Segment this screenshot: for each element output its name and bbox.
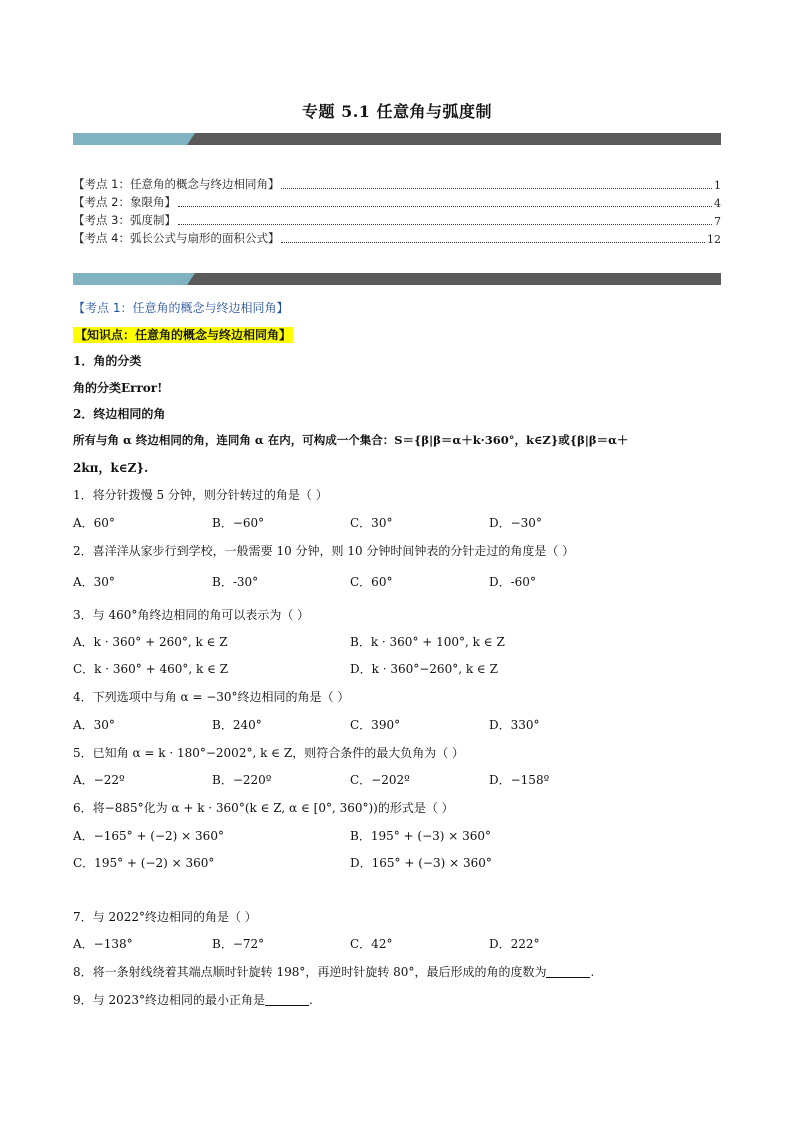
- option-c[interactable]: C．42°: [350, 937, 393, 951]
- toc-leader-dots: [281, 188, 712, 189]
- toc-item-label: 【考点 3：弧度制】: [73, 213, 176, 227]
- option-c[interactable]: C．60°: [350, 575, 393, 589]
- toc-item-page: 12: [707, 233, 721, 246]
- question-stem: 7．与 2022°终边相同的角是（ ）: [73, 910, 257, 924]
- page-title: 专题 5.1 任意角与弧度制: [302, 102, 492, 121]
- option-a[interactable]: A．30°: [73, 575, 115, 589]
- question-stem: 1．将分针拨慢 5 分钟，则分针转过的角是（ ）: [73, 488, 328, 502]
- option-c[interactable]: C．−202º: [350, 773, 410, 787]
- question-stem-fill-blank: [73, 963, 594, 980]
- toc-item[interactable]: [73, 194, 721, 210]
- question-text: 8．将一条射线绕着其端点顺时针旋转 198°，再逆时针旋转 80°，最后形成的角的度数为: [73, 965, 547, 979]
- toc-leader-dots: [178, 206, 712, 207]
- option-b[interactable]: B．240°: [212, 718, 262, 732]
- option-a[interactable]: A．k · 360° + 260°, k ∈ Z: [73, 635, 228, 649]
- question-end: .: [309, 993, 313, 1007]
- k2-text: 所有与角 α 终边相同的角，连同角 α 在内，可构成一个集合：S＝{β|β＝α＋k·360°，k∈Z}或{β|β＝α＋: [73, 433, 629, 447]
- knowledge-point-label-row: [73, 326, 293, 343]
- knowledge-point-label: 【知识点：任意角的概念与终边相同角】: [75, 328, 292, 342]
- option-d[interactable]: D．−30°: [489, 516, 542, 530]
- option-d[interactable]: D．−158º: [489, 773, 550, 787]
- question-stem-fill-blank: [73, 991, 313, 1008]
- question-stem: 3．与 460°角终边相同的角可以表示为（ ）: [73, 608, 310, 622]
- toc-item-page: 4: [714, 197, 721, 210]
- option-a[interactable]: A．60°: [73, 516, 115, 530]
- option-a[interactable]: A．30°: [73, 718, 115, 732]
- option-a[interactable]: A．−138°: [73, 937, 133, 951]
- option-c[interactable]: C．195° + (−2) × 360°: [73, 856, 215, 870]
- toc-item-label: 【考点 4：弧长公式与扇形的面积公式】: [73, 231, 280, 245]
- option-d[interactable]: D．222°: [489, 937, 540, 951]
- option-b[interactable]: B．−72°: [212, 937, 265, 951]
- option-c[interactable]: C．30°: [350, 516, 393, 530]
- answer-blank[interactable]: [265, 994, 309, 1006]
- toc-item[interactable]: [73, 230, 721, 246]
- question-stem: 4．下列选项中与角 α = −30°终边相同的角是（ ）: [73, 690, 350, 704]
- question-stem: 6．将−885°化为 α + k · 360°(k ∈ Z, α ∈ [0°, 360°))的形式是（ ）: [73, 801, 454, 815]
- option-d[interactable]: D．165° + (−3) × 360°: [350, 856, 492, 870]
- answer-blank[interactable]: [546, 966, 590, 978]
- k1-text: 角的分类Error!: [73, 381, 163, 395]
- option-b[interactable]: B．−220º: [212, 773, 272, 787]
- toc-item[interactable]: [73, 212, 721, 228]
- option-b[interactable]: B．195° + (−3) × 360°: [350, 829, 492, 843]
- section-divider-band: [73, 273, 721, 285]
- k2-text-cont: 2kπ，k∈Z}.: [73, 461, 149, 475]
- toc-item[interactable]: [73, 176, 721, 192]
- option-c[interactable]: C．k · 360° + 460°, k ∈ Z: [73, 662, 229, 676]
- option-a[interactable]: A．−22º: [73, 773, 125, 787]
- option-b[interactable]: B．-30°: [212, 575, 259, 589]
- toc-item-label: 【考点 2：象限角】: [73, 195, 176, 209]
- toc-item-label: 【考点 1：任意角的概念与终边相同角】: [73, 177, 280, 191]
- toc-leader-dots: [178, 224, 712, 225]
- section-heading: 【考点 1：任意角的概念与终边相同角】: [73, 301, 289, 315]
- title-divider-band: [73, 133, 721, 145]
- k2-heading: 2．终边相同的角: [73, 407, 166, 421]
- toc-leader-dots: [281, 242, 705, 243]
- toc-item-page: 7: [714, 215, 721, 228]
- option-c[interactable]: C．390°: [350, 718, 401, 732]
- question-text: 9．与 2023°终边相同的最小正角是: [73, 993, 265, 1007]
- option-b[interactable]: B．−60°: [212, 516, 265, 530]
- question-stem: 2．喜洋洋从家步行到学校，一般需要 10 分钟，则 10 分钟时间钟表的分针走过的角度是（ ）: [73, 544, 575, 558]
- k1-heading: 1．角的分类: [73, 354, 142, 368]
- option-d[interactable]: D．330°: [489, 718, 540, 732]
- question-end: .: [590, 965, 595, 979]
- option-d[interactable]: D．k · 360°−260°, k ∈ Z: [350, 662, 498, 676]
- question-stem: 5．已知角 α = k · 180°−2002°, k ∈ Z，则符合条件的最大负角为（ ）: [73, 746, 465, 760]
- option-d[interactable]: D．-60°: [489, 575, 536, 589]
- option-b[interactable]: B．k · 360° + 100°, k ∈ Z: [350, 635, 505, 649]
- toc-item-page: 1: [714, 179, 721, 192]
- option-a[interactable]: A．−165° + (−2) × 360°: [73, 829, 224, 843]
